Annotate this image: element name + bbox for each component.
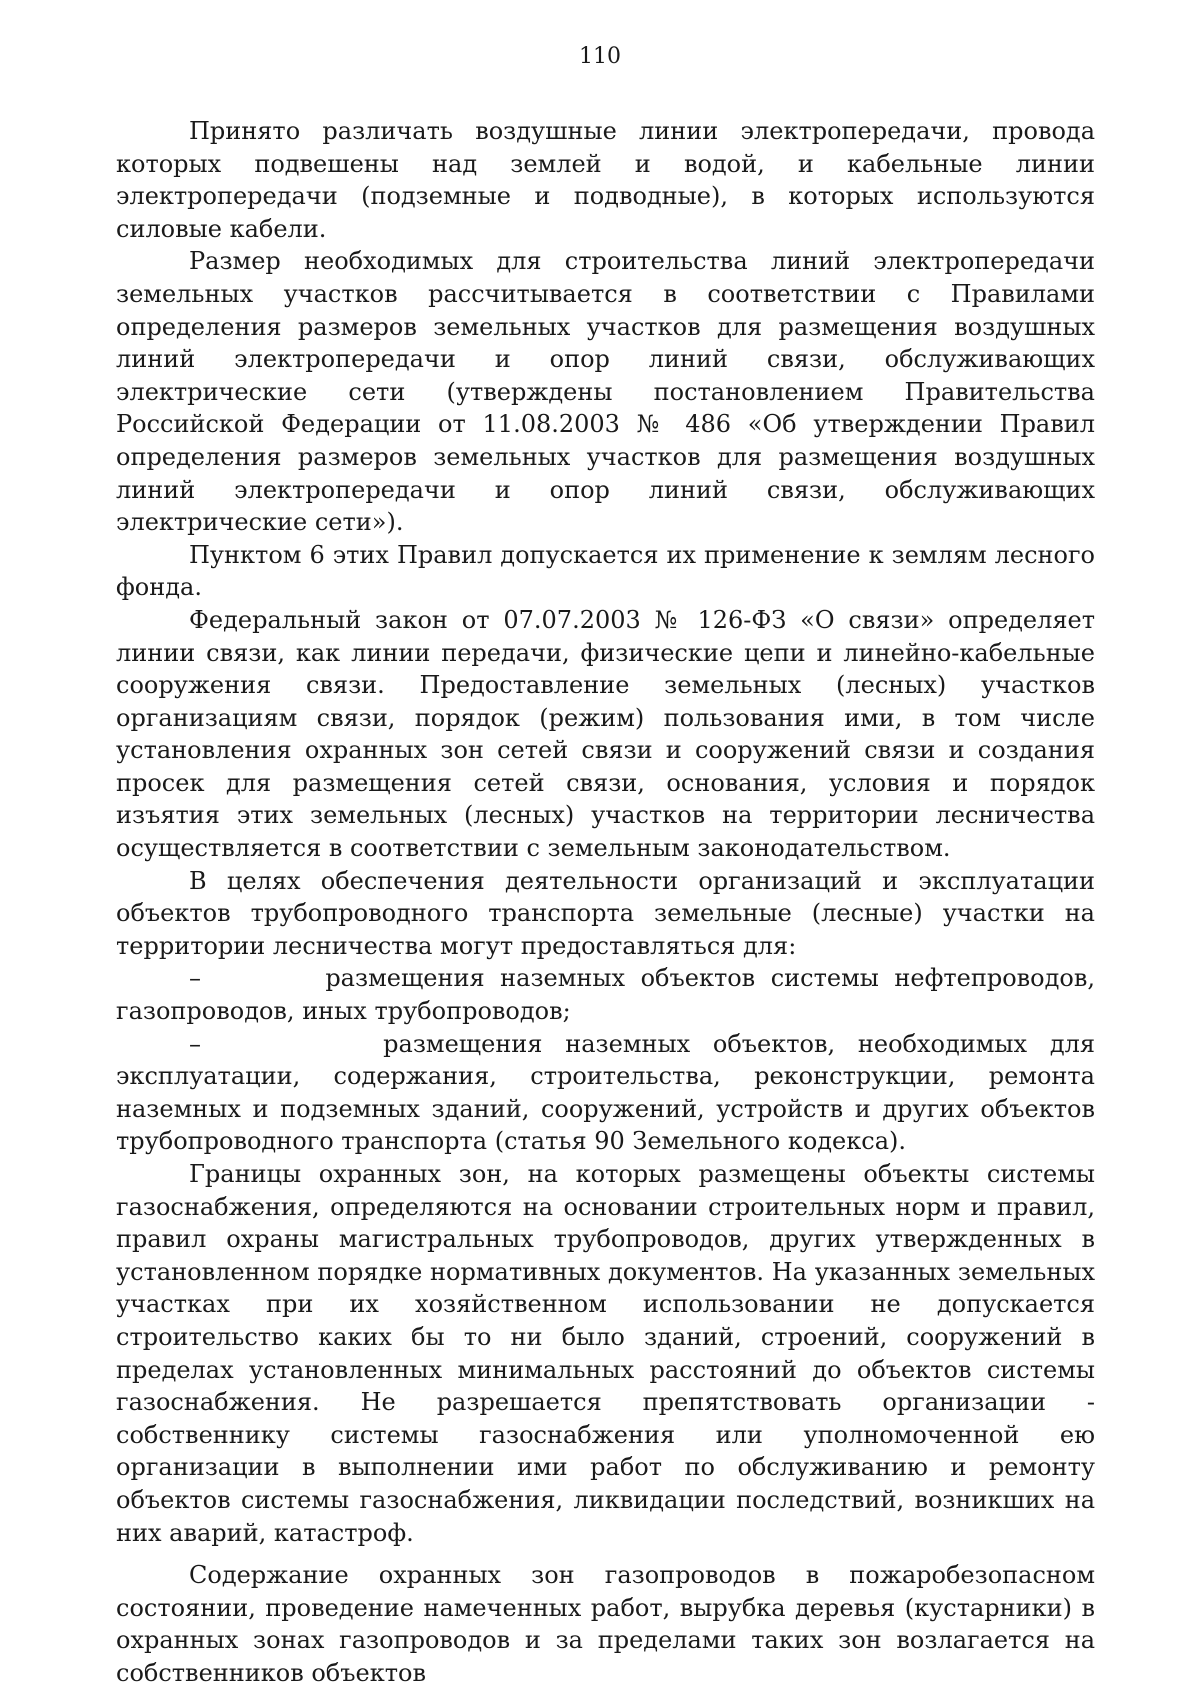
paragraph-gas-protection-zones: Границы охранных зон, на которых размещены объекты системы газоснабжения, определяются на основании строительных норм и правил, правил охраны магистральных трубопроводов, других утвержденных в установленном порядке нормативных документов. На указанных земельных участках при их хозяйственном использовании не допускается строительство каких бы то ни было зданий, строений, сооружений в пределах установленных минимальных расстояний до объектов системы газоснабжения. Не разрешается препятствовать организации - собственнику системы газоснабжения или уполномоченной ею организации в выполнении ими работ по обслуживанию и ремонту объектов системы газоснабжения, ликвидации последствий, возникших на них аварий, катастроф. xyxy=(116,1160,1095,1547)
page-number: 110 xyxy=(579,44,621,69)
paragraph-land-plot-size: Размер необходимых для строительства линий электропередачи земельных участков рассчитывается в соответствии с Правилами определения размеров земельных участков для размещения воздушных линий электропередачи и опор линий связи, обслуживающих электрические сети (утверждены постановлением Правительства Российской Федерации от 11.08.2003 № 486 «Об утверждении Правил определения размеров земельных участков для размещения воздушных линий электропередачи и опор линий связи, обслуживающих электрические сети»). xyxy=(116,247,1095,537)
paragraph-power-lines-types: Принято различать воздушные линии электропередачи, провода которых подвешены над землей и водой, и кабельные линии электропередачи (подземные и подводные), в которых используются силовые кабели. xyxy=(116,117,1095,243)
paragraph-gas-zone-maintenance: Содержание охранных зон газопроводов в пожаробезопасном состоянии, проведение намеченных работ, вырубка деревья (кустарники) в охранных зонах газопроводов и за пределами таких зон возлагается на собственников объектов xyxy=(116,1561,1095,1687)
document-body xyxy=(116,115,1095,1690)
paragraph-pipeline-transport: В целях обеспечения деятельности организаций и эксплуатации объектов трубопроводного транспорта земельные (лесные) участки на территории лесничества могут предоставляться для: xyxy=(116,866,1095,960)
list-item-pipeline-ground-objects: – размещения наземных объектов системы нефтепроводов, газопроводов, иных трубопроводов; xyxy=(116,964,1095,1026)
list-item-pipeline-maintenance: – размещения наземных объектов, необходимых для эксплуатации, содержания, строительства, реконструкции, ремонта наземных и подземных зданий, сооружений, устройств и других объектов трубопроводного транспорта (статья 90 Земельного кодекса). xyxy=(116,1029,1095,1156)
paragraph-rule-6: Пунктом 6 этих Правил допускается их применение к землям лесного фонда. xyxy=(116,540,1095,602)
paragraph-communications-law: Федеральный закон от 07.07.2003 № 126-ФЗ «О связи» определяет линии связи, как линии передачи, физические цепи и линейно-кабельные сооружения связи. Предоставление земельных (лесных) участков организациям связи, порядок (режим) пользования ими, в том числе установления охранных зон сетей связи и сооружений связи и создания просек для размещения сетей связи, основания, условия и порядок изъятия этих земельных (лесных) участков на территории лесничества осуществляется в соответствии с земельным законодательством. xyxy=(116,605,1095,863)
